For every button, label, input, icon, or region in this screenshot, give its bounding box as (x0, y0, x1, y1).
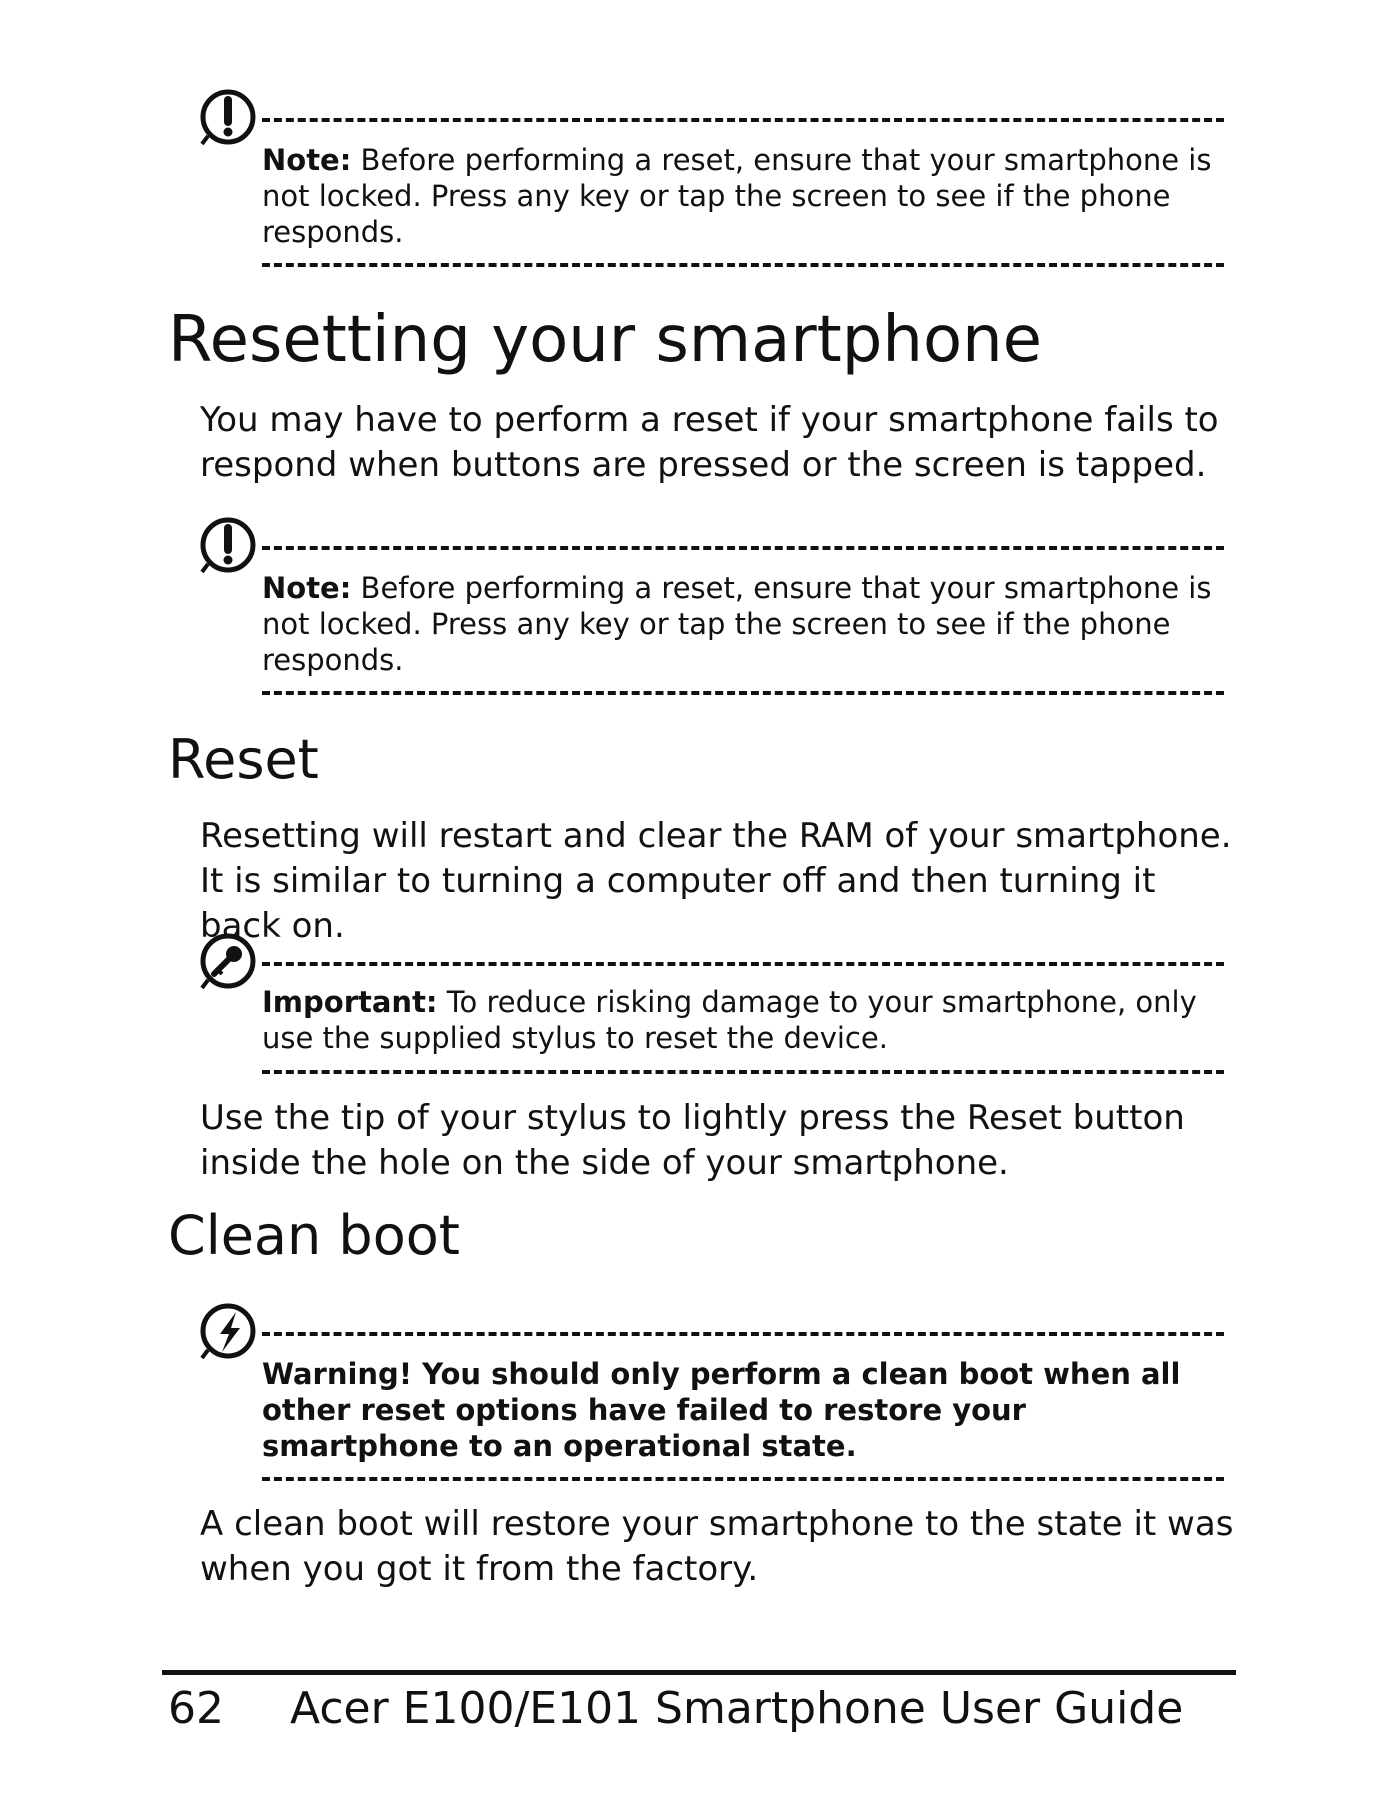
note-body: Before performing a reset, ensure that your smartphone is not locked. Press any key or tap the screen to see if the phone responds. (262, 571, 1212, 677)
note-text (262, 570, 1222, 678)
dashed-divider (262, 263, 1224, 267)
dashed-divider (262, 1477, 1224, 1481)
note-label: Note: (262, 571, 352, 605)
note-callout-1 (200, 88, 1220, 273)
important-text (262, 984, 1222, 1056)
dashed-divider (262, 962, 1224, 966)
warning-text: Warning! You should only perform a clean boot when all other reset options have failed to restore your smartphone to an operational state. (262, 1357, 1181, 1463)
dashed-divider (262, 546, 1224, 550)
warning-callout (200, 1302, 1220, 1487)
stylus-instruction: Use the tip of your stylus to lightly press the Reset button inside the hole on the side of your smartphone. (200, 1098, 1185, 1183)
footer-divider (162, 1670, 1236, 1675)
note-text (262, 142, 1222, 250)
page-number: 62 (168, 1683, 224, 1734)
lightning-icon (200, 1302, 258, 1360)
important-body: To reduce risking damage to your smartphone, only use the supplied stylus to reset the device. (262, 985, 1197, 1055)
dashed-divider (262, 691, 1224, 695)
footer-title: Acer E100/E101 Smartphone User Guide (290, 1683, 1184, 1734)
important-label: Important: (262, 985, 438, 1019)
intro-paragraph: You may have to perform a reset if your smartphone fails to respond when buttons are pressed or the screen is tapped. (200, 400, 1219, 485)
key-icon (200, 932, 258, 990)
exclamation-icon (200, 516, 258, 574)
note-label: Note: (262, 143, 352, 177)
dashed-divider (262, 1070, 1224, 1074)
page-title: Resetting your smartphone (168, 303, 1043, 377)
exclamation-icon (200, 88, 258, 146)
section-heading-reset: Reset (168, 728, 319, 791)
important-callout (200, 932, 1220, 1082)
reset-paragraph: Resetting will restart and clear the RAM of your smartphone. It is similar to turning a computer off and then turning it back on. (200, 816, 1232, 946)
dashed-divider (262, 118, 1224, 122)
note-body: Before performing a reset, ensure that your smartphone is not locked. Press any key or tap the screen to see if the phone responds. (262, 143, 1212, 249)
clean-boot-paragraph: A clean boot will restore your smartphone to the state it was when you got it from the factory. (200, 1504, 1234, 1589)
section-heading-clean-boot: Clean boot (168, 1204, 460, 1267)
note-callout-2 (200, 516, 1220, 701)
dashed-divider (262, 1332, 1224, 1336)
